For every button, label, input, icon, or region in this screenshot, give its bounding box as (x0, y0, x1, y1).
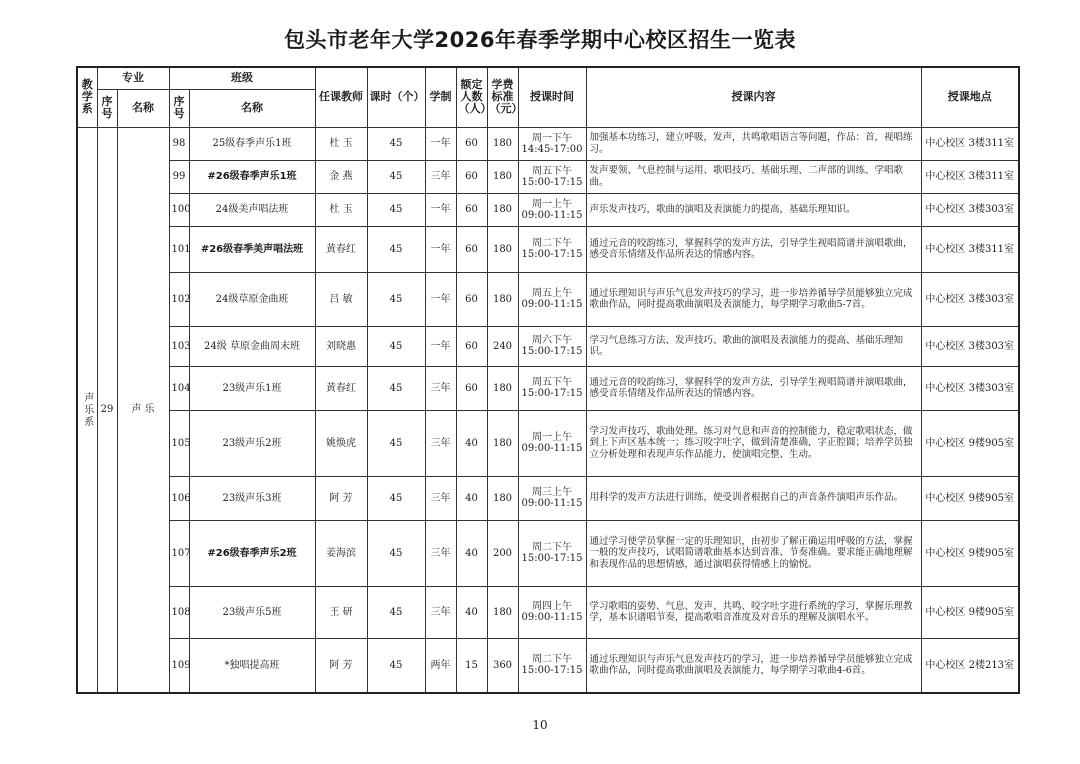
teacher-cell: 阿 芳 (315, 476, 367, 520)
fee-cell: 180 (487, 476, 518, 520)
class-no-cell: 99 (169, 160, 189, 193)
hours-cell: 45 (367, 272, 425, 326)
fee-cell: 180 (487, 193, 518, 226)
class-no-cell: 100 (169, 193, 189, 226)
quota-cell: 40 (456, 586, 487, 638)
header-location: 授课地点 (921, 67, 1019, 127)
class-name-cell: 23级声乐3班 (189, 476, 315, 520)
class-no-cell: 106 (169, 476, 189, 520)
hours-cell: 45 (367, 127, 425, 160)
teacher-cell: 杜 玉 (315, 127, 367, 160)
department-cell (77, 127, 97, 693)
class-name-cell: 25级春季声乐1班 (189, 127, 315, 160)
fee-cell: 180 (487, 410, 518, 476)
location-cell: 中心校区 3楼303室 (921, 326, 1019, 366)
table-row (77, 638, 1019, 693)
time-cell: 周三上午 09:00-11:15 (518, 476, 586, 520)
department-name: 声乐系 (81, 391, 93, 428)
table-row (77, 326, 1019, 366)
table-row (77, 127, 1019, 160)
header-class-no: 序号 (169, 89, 189, 127)
time-cell: 周二下午 15:00-17:15 (518, 520, 586, 586)
class-name-cell: #26级春季声乐1班 (189, 160, 315, 193)
quota-cell: 60 (456, 160, 487, 193)
hours-cell: 45 (367, 476, 425, 520)
header-duration: 学制 (425, 67, 456, 127)
quota-cell: 60 (456, 326, 487, 366)
duration-cell: 一年 (425, 193, 456, 226)
quota-cell: 60 (456, 272, 487, 326)
quota-cell: 60 (456, 226, 487, 272)
time-cell: 周一上午 09:00-11:15 (518, 410, 586, 476)
teacher-cell: 杜 玉 (315, 193, 367, 226)
duration-cell: 三年 (425, 160, 456, 193)
content-cell: 学习歌唱的姿势、气息、发声、共鸣、咬字吐字进行系统的学习，掌握乐理教学，基本识谱唱节奏，提高歌唱音准度及对音乐的理解及演唱水平。 (586, 586, 921, 638)
header-fee: 学费标准（元） (487, 67, 518, 127)
quota-cell: 60 (456, 127, 487, 160)
class-no-cell: 98 (169, 127, 189, 160)
location-cell: 中心校区 3楼311室 (921, 226, 1019, 272)
duration-cell: 两年 (425, 638, 456, 693)
table-row (77, 520, 1019, 586)
fee-cell: 180 (487, 272, 518, 326)
duration-cell: 一年 (425, 272, 456, 326)
content-cell: 加强基本功练习，建立呼吸，发声，共鸣歌唱语言等问题，作品：首，视唱练习。 (586, 127, 921, 160)
content-cell: 用科学的发声方法进行训练，使受训者根据自己的声音条件演唱声乐作品。 (586, 476, 921, 520)
fee-cell: 360 (487, 638, 518, 693)
hours-cell: 45 (367, 366, 425, 410)
class-name-cell: 24级草原金曲班 (189, 272, 315, 326)
class-no-cell: 101 (169, 226, 189, 272)
time-cell: 周六下午 15:00-17:15 (518, 326, 586, 366)
header-hours: 课时（个） (367, 67, 425, 127)
duration-cell: 三年 (425, 476, 456, 520)
class-name-cell: #26级春季美声唱法班 (189, 226, 315, 272)
teacher-cell: 金 燕 (315, 160, 367, 193)
fee-cell: 180 (487, 127, 518, 160)
content-cell: 学习气息练习方法、发声技巧、歌曲的演唱及表演能力的提高、基础乐理知识。 (586, 326, 921, 366)
quota-cell: 60 (456, 193, 487, 226)
teacher-cell: 刘晓惠 (315, 326, 367, 366)
content-cell: 声乐发声技巧，歌曲的演唱及表演能力的提高，基础乐理知识。 (586, 193, 921, 226)
duration-cell: 三年 (425, 366, 456, 410)
time-cell: 周五下午 15:00-17:15 (518, 366, 586, 410)
duration-cell: 三年 (425, 410, 456, 476)
teacher-cell: 黄春红 (315, 366, 367, 410)
duration-cell: 三年 (425, 586, 456, 638)
location-cell: 中心校区 9楼905室 (921, 586, 1019, 638)
header-content: 授课内容 (586, 67, 921, 127)
table-row (77, 366, 1019, 410)
location-cell: 中心校区 9楼905室 (921, 476, 1019, 520)
table-row (77, 476, 1019, 520)
time-cell: 周一上午 09:00-11:15 (518, 193, 586, 226)
time-cell: 周五上午 09:00-11:15 (518, 272, 586, 326)
page-number: 10 (532, 718, 548, 732)
header-row-top (77, 67, 1019, 89)
location-cell: 中心校区 3楼311室 (921, 127, 1019, 160)
content-cell: 通过元音的咬韵练习，掌握科学的发声方法，引导学生视唱简谱并演唱歌曲，感受音乐情绪及作品所表达的情感内容。 (586, 226, 921, 272)
quota-cell: 40 (456, 410, 487, 476)
content-cell: 通过学习使学员掌握一定的乐理知识，由初步了解正确运用呼吸的方法，掌握一般的发声技巧，试唱简谱歌曲基本达到音准、节奏准确。要求能正确地理解和表现作品的思想情感，通过演唱获得情感上的愉悦。 (586, 520, 921, 586)
fee-cell: 180 (487, 160, 518, 193)
quota-cell: 40 (456, 520, 487, 586)
class-no-cell: 107 (169, 520, 189, 586)
hours-cell: 45 (367, 160, 425, 193)
class-name-cell: #26级春季声乐2班 (189, 520, 315, 586)
quota-cell: 15 (456, 638, 487, 693)
content-cell: 学习发声技巧、歌曲处理。练习对气息和声音的控制能力，稳定歌唱状态，做到上下声区基本统一；练习咬字吐字，做到清楚准确，字正腔圆；培养学员独立分析处理和表现声乐作品能力，使演唱完整、生动。 (586, 410, 921, 476)
header-teacher: 任课教师 (315, 67, 367, 127)
header-quota: 额定人数（人） (456, 67, 487, 127)
duration-cell: 三年 (425, 520, 456, 586)
table-row (77, 410, 1019, 476)
hours-cell: 45 (367, 410, 425, 476)
class-no-cell: 108 (169, 586, 189, 638)
quota-cell: 60 (456, 366, 487, 410)
teacher-cell: 吕 敏 (315, 272, 367, 326)
page-title: 包头市老年大学2026年春季学期中心校区招生一览表 (284, 28, 796, 52)
header-major-no: 序号 (97, 89, 117, 127)
header-major-name: 名称 (117, 89, 169, 127)
hours-cell: 45 (367, 520, 425, 586)
content-cell: 通过乐理知识与声乐气息发声技巧的学习，进一步培养循导学员能够独立完成歌曲作品，同时提高歌曲演唱及表演能力，每学期学习歌曲5-7首。 (586, 272, 921, 326)
table-row (77, 226, 1019, 272)
class-no-cell: 102 (169, 272, 189, 326)
class-name-cell: 23级声乐5班 (189, 586, 315, 638)
time-cell: 周二下午 15:00-17:15 (518, 226, 586, 272)
class-no-cell: 105 (169, 410, 189, 476)
class-no-cell: 103 (169, 326, 189, 366)
class-name-cell: 24级 草原金曲周末班 (189, 326, 315, 366)
hours-cell: 45 (367, 193, 425, 226)
location-cell: 中心校区 3楼303室 (921, 193, 1019, 226)
duration-cell: 一年 (425, 326, 456, 366)
location-cell: 中心校区 3楼303室 (921, 272, 1019, 326)
hours-cell: 45 (367, 326, 425, 366)
header-class-group: 班级 (169, 67, 315, 89)
hours-cell: 45 (367, 638, 425, 693)
header-class-name: 名称 (189, 89, 315, 127)
time-cell: 周五下午 15:00-17:15 (518, 160, 586, 193)
location-cell: 中心校区 9楼905室 (921, 520, 1019, 586)
major-name-cell: 声 乐 (117, 127, 169, 693)
hours-cell: 45 (367, 586, 425, 638)
header-major-group: 专业 (97, 67, 169, 89)
fee-cell: 180 (487, 586, 518, 638)
location-cell: 中心校区 9楼905室 (921, 410, 1019, 476)
location-cell: 中心校区 3楼303室 (921, 366, 1019, 410)
table-row (77, 272, 1019, 326)
class-no-cell: 109 (169, 638, 189, 693)
enrollment-table (76, 66, 1020, 694)
fee-cell: 240 (487, 326, 518, 366)
teacher-cell: 姚焕虎 (315, 410, 367, 476)
teacher-cell: 王 研 (315, 586, 367, 638)
time-cell: 周四上午 09:00-11:15 (518, 586, 586, 638)
hours-cell: 45 (367, 226, 425, 272)
content-cell: 通过元音的咬韵练习，掌握科学的发声方法，引导学生视唱简谱并演唱歌曲，感受音乐情绪及作品所表达的情感内容。 (586, 366, 921, 410)
content-cell: 发声要领、气息控制与运用、歌唱技巧、基础乐理、二声部的训练、学唱歌曲。 (586, 160, 921, 193)
table-body (77, 127, 1019, 693)
class-name-cell: 23级声乐2班 (189, 410, 315, 476)
header-time: 授课时间 (518, 67, 586, 127)
table-row (77, 193, 1019, 226)
content-cell: 通过乐理知识与声乐气息发声技巧的学习，进一步培养循导学员能够独立完成歌曲作品，同时提高歌曲演唱及表演能力，每学期学习歌曲4-6首。 (586, 638, 921, 693)
major-no-cell: 29 (97, 127, 117, 693)
header-department: 教学系 (77, 67, 97, 127)
table-row (77, 160, 1019, 193)
fee-cell: 180 (487, 366, 518, 410)
class-name-cell: 24级美声唱法班 (189, 193, 315, 226)
teacher-cell: 黄春红 (315, 226, 367, 272)
class-name-cell: *独唱提高班 (189, 638, 315, 693)
table-row (77, 586, 1019, 638)
duration-cell: 一年 (425, 226, 456, 272)
fee-cell: 200 (487, 520, 518, 586)
time-cell: 周二下午 15:00-17:15 (518, 638, 586, 693)
quota-cell: 40 (456, 476, 487, 520)
location-cell: 中心校区 3楼311室 (921, 160, 1019, 193)
time-cell: 周一下午 14:45-17:00 (518, 127, 586, 160)
teacher-cell: 阿 芳 (315, 638, 367, 693)
teacher-cell: 姜海滨 (315, 520, 367, 586)
fee-cell: 180 (487, 226, 518, 272)
location-cell: 中心校区 2楼213室 (921, 638, 1019, 693)
class-name-cell: 23级声乐1班 (189, 366, 315, 410)
class-no-cell: 104 (169, 366, 189, 410)
duration-cell: 一年 (425, 127, 456, 160)
